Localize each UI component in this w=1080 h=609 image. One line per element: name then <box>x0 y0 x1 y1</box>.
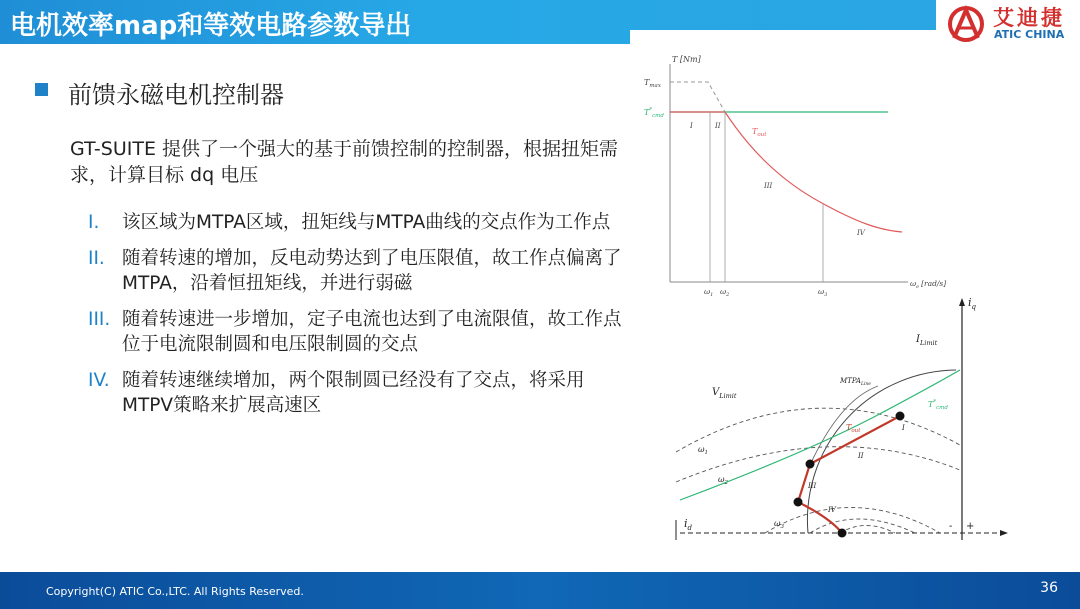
list-item-number: I. <box>88 212 100 233</box>
id-label: $i_d$ <box>684 517 693 532</box>
list-item <box>88 307 628 357</box>
dq-plane-diagram <box>676 296 1008 540</box>
operating-path <box>798 416 900 533</box>
operating-point <box>806 460 815 469</box>
iq-label: $i_q$ <box>968 296 977 311</box>
list-item-text: 随着转速进一步增加，定子电流也达到了电流限值，故工作点位于电流限制圆和电压限制圆的交点 <box>122 309 622 355</box>
omega2-tick: $\omega_2$ <box>720 287 730 298</box>
minus-sign: - <box>949 521 953 532</box>
x-axis-label: $\omega_e$ [rad/s] <box>910 279 947 290</box>
list-item-number: II. <box>88 248 105 269</box>
region-label: I <box>902 424 905 432</box>
list-item-number: III. <box>88 309 111 330</box>
tout-label: $T_{out}$ <box>752 127 767 138</box>
operating-point <box>896 412 905 421</box>
operating-point <box>838 529 847 538</box>
region-label: II <box>858 452 864 460</box>
omega3-label: $\omega_3$ <box>774 519 785 530</box>
numbered-list <box>88 210 628 429</box>
atic-logo-icon <box>946 4 990 44</box>
id-arrow-icon <box>1000 530 1008 536</box>
list-item-text: 该区域为MTPA区域，扭矩线与MTPA曲线的交点作为工作点 <box>122 212 611 233</box>
tcmd-label: $T^*_{cmd}$ <box>644 107 664 119</box>
list-item-number: IV. <box>88 370 110 391</box>
tmax-line <box>670 82 725 112</box>
vlimit-ellipse-1 <box>676 408 960 452</box>
region-label: I <box>690 122 693 130</box>
page-title: 电机效率map和等效电路参数导出 <box>10 11 412 41</box>
logo-text-en: ATIC CHINA <box>994 28 1065 41</box>
mtpa-line <box>810 386 878 465</box>
operating-point <box>794 498 803 507</box>
list-item <box>88 246 628 296</box>
vlimit-ellipse-5 <box>840 526 895 534</box>
copyright-text: Copyright(C) ATIC Co.,LTC. All Rights Reserved. <box>46 585 304 598</box>
list-item <box>88 210 628 235</box>
section-bullet-icon <box>35 83 48 96</box>
tout-label: $T_{out}$ <box>846 423 861 434</box>
list-item-text: 随着转速的增加，反电动势达到了电压限值，故工作点偏离了MTPA，沿着恒扭矩线，并进行弱磁 <box>122 248 622 294</box>
omega1-label: $\omega_1$ <box>698 445 709 456</box>
region-label: IV <box>828 506 836 514</box>
section-title: 前馈永磁电机控制器 <box>68 81 284 109</box>
omega2-label: $\omega_2$ <box>718 475 729 486</box>
motor-control-figure <box>640 50 1010 550</box>
list-item-text: 随着转速继续增加，两个限制圆已经没有了交点，将采用MTPV策略来扩展高速区 <box>122 370 585 416</box>
region-label: II <box>715 122 721 130</box>
tcmd-label: $T^*_{cmd}$ <box>928 399 948 411</box>
mtpa-label: $MTPA_{Line}$ <box>840 377 871 387</box>
tmax-label: $T_{max}$ <box>644 78 661 89</box>
region-label: III <box>808 482 817 490</box>
logo-text-cn: 艾迪捷 <box>993 6 1065 30</box>
plus-sign: + <box>966 521 975 532</box>
vlimit-label: $V_{Limit}$ <box>712 387 737 400</box>
ilimit-label: $I_{Limit}$ <box>916 334 938 347</box>
omega1-tick: $\omega_1$ <box>704 287 714 298</box>
torque-speed-chart <box>644 55 946 298</box>
region-label: III <box>764 182 773 190</box>
page-number: 36 <box>1040 580 1058 596</box>
vlimit-ellipse-3 <box>765 508 940 534</box>
omega3-tick: $\omega_3$ <box>818 287 828 298</box>
footer-bar <box>0 572 1080 609</box>
region-label: IV <box>857 229 865 237</box>
intro-paragraph: GT-SUITE 提供了一个强大的基于前馈控制的控制器，根据扭矩需求，计算目标 dq 电压 <box>70 138 618 186</box>
list-item <box>88 368 628 418</box>
iq-arrow-icon <box>959 298 965 306</box>
y-axis-label: T [Nm] <box>672 55 701 64</box>
